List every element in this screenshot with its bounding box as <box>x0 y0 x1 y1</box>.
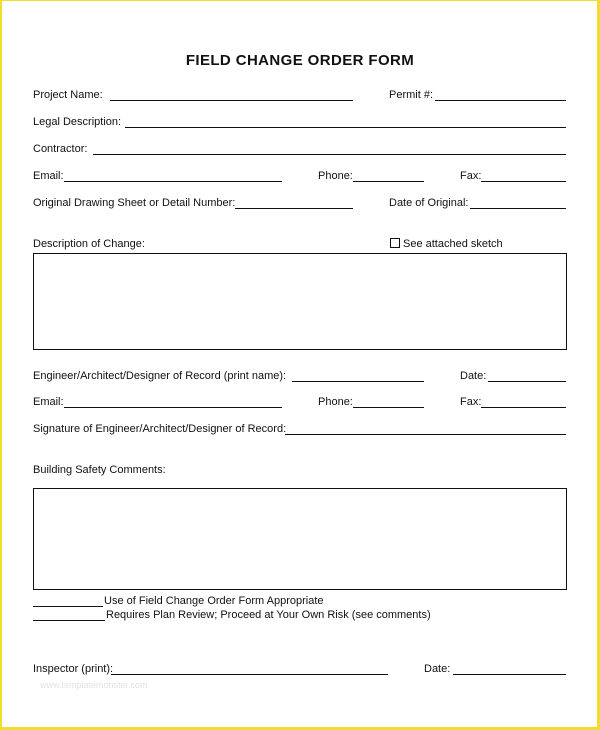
engineer-date-field[interactable] <box>488 381 566 382</box>
inspector-label: Inspector (print): <box>33 663 114 675</box>
building-safety-textarea[interactable] <box>33 488 567 590</box>
engineer-email-field[interactable] <box>64 407 282 408</box>
see-attached-label: See attached sketch <box>403 238 503 250</box>
legal-description-label: Legal Description: <box>33 116 122 128</box>
description-textarea[interactable] <box>33 253 567 350</box>
option-appropriate-field[interactable] <box>33 606 103 607</box>
contractor-fax-field[interactable] <box>481 181 566 182</box>
engineer-phone-label: Phone: <box>318 396 353 408</box>
original-drawing-label: Original Drawing Sheet or Detail Number: <box>33 197 236 209</box>
project-name-field[interactable] <box>110 100 353 101</box>
engineer-fax-field[interactable] <box>481 407 566 408</box>
date-of-original-field[interactable] <box>470 208 566 209</box>
contractor-email-label: Email: <box>33 170 64 182</box>
engineer-date-label: Date: <box>460 370 487 382</box>
contractor-field[interactable] <box>93 154 566 155</box>
option-appropriate-label: Use of Field Change Order Form Appropriate <box>104 595 324 607</box>
engineer-name-field[interactable] <box>292 381 424 382</box>
permit-field[interactable] <box>435 100 566 101</box>
option-plan-review-field[interactable] <box>33 620 105 621</box>
date-of-original-label: Date of Original: <box>389 197 469 209</box>
project-name-label: Project Name: <box>33 89 103 101</box>
building-safety-label: Building Safety Comments: <box>33 464 166 476</box>
engineer-email-label: Email: <box>33 396 64 408</box>
form-title: FIELD CHANGE ORDER FORM <box>185 52 415 69</box>
contractor-fax-label: Fax: <box>460 170 482 182</box>
engineer-fax-label: Fax: <box>460 396 482 408</box>
signature-field[interactable] <box>285 434 566 435</box>
description-label: Description of Change: <box>33 238 145 250</box>
inspector-date-label: Date: <box>424 663 451 675</box>
option-plan-review-label: Requires Plan Review; Proceed at Your Own Risk (see comments) <box>106 609 431 621</box>
watermark-text: www.templatemonster.com <box>40 680 148 690</box>
inspector-date-field[interactable] <box>453 674 566 675</box>
contractor-phone-label: Phone: <box>318 170 353 182</box>
signature-label: Signature of Engineer/Architect/Designer of Record: <box>33 423 287 435</box>
contractor-email-field[interactable] <box>64 181 282 182</box>
contractor-label: Contractor: <box>33 143 88 155</box>
contractor-phone-field[interactable] <box>353 181 424 182</box>
inspector-field[interactable] <box>111 674 388 675</box>
original-drawing-field[interactable] <box>235 208 353 209</box>
engineer-phone-field[interactable] <box>353 407 424 408</box>
permit-label: Permit #: <box>389 89 434 101</box>
engineer-label: Engineer/Architect/Designer of Record (print name): <box>33 370 287 382</box>
legal-description-field[interactable] <box>125 127 566 128</box>
see-attached-checkbox[interactable] <box>390 238 400 248</box>
